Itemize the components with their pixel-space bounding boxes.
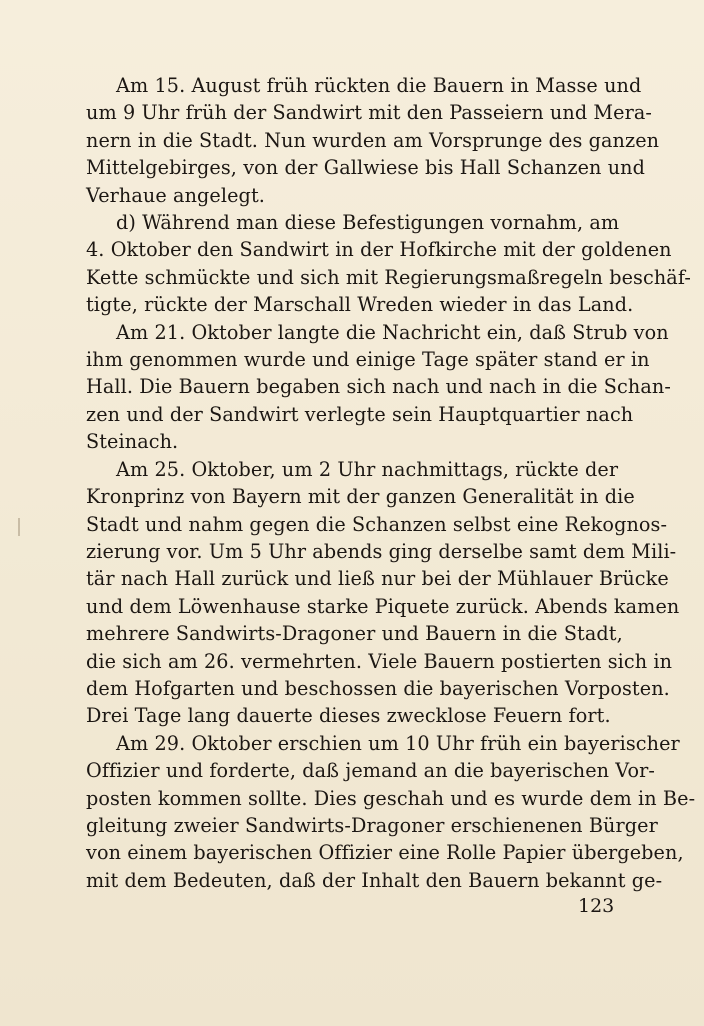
text-line: Steinach. — [86, 430, 179, 454]
text-line: ihm genommen wurde und einige Tage später stand er in — [86, 348, 650, 372]
text-line: um 9 Uhr früh der Sandwirt mit den Passeiern und Mera- — [86, 101, 653, 125]
paragraph-p2 — [86, 209, 691, 319]
paragraph-p5 — [86, 730, 696, 894]
page-edge-mark — [18, 518, 20, 536]
text-line: dem Hofgarten und beschossen die bayerischen Vorposten. — [86, 676, 670, 700]
body-text — [86, 72, 696, 894]
text-line: die sich am 26. vermehrten. Viele Bauern postierten sich in — [86, 649, 673, 673]
text-line: Am 29. Oktober erschien um 10 Uhr früh ein bayerischer — [116, 731, 680, 755]
text-line: 4. Oktober den Sandwirt in der Hofkirche mit der goldenen — [86, 238, 672, 262]
text-line: nern in die Stadt. Nun wurden am Vorsprunge des ganzen — [86, 128, 660, 152]
text-line: Offizier und forderte, daß jemand an die bayerischen Vor- — [86, 759, 656, 783]
text-line: Drei Tage lang dauerte dieses zwecklose Feuern fort. — [86, 704, 611, 728]
text-line: posten kommen sollte. Dies geschah und es wurde dem in Be- — [86, 786, 696, 810]
text-line: Stadt und nahm gegen die Schanzen selbst eine Rekognos- — [86, 512, 668, 536]
paragraph-p3 — [86, 319, 671, 456]
text-line: von einem bayerischen Offizier eine Rolle Papier übergeben, — [86, 841, 684, 865]
text-line: tigte, rückte der Marschall Wreden wieder in das Land. — [86, 293, 634, 317]
text-line: und dem Löwenhause starke Piquete zurück. Abends kamen — [86, 594, 680, 618]
text-line: Hall. Die Bauern begaben sich nach und nach in die Schan- — [86, 375, 671, 399]
text-line: tär nach Hall zurück und ließ nur bei der Mühlauer Brücke — [86, 567, 669, 591]
text-line: mehrere Sandwirts-Dragoner und Bauern in die Stadt, — [86, 622, 623, 646]
text-line: Kronprinz von Bayern mit der ganzen Generalität in die — [86, 485, 635, 509]
text-line: Am 21. Oktober langte die Nachricht ein, daß Strub von — [116, 320, 669, 344]
text-line: d) Während man diese Befestigungen vornahm, am — [116, 211, 620, 235]
text-line: Am 15. August früh rückten die Bauern in Masse und — [116, 74, 642, 97]
paragraph-p1 — [86, 72, 660, 209]
text-line: mit dem Bedeuten, daß der Inhalt den Bauern bekannt ge- — [86, 868, 663, 892]
text-line: Kette schmückte und sich mit Regierungsmaßregeln beschäf- — [86, 265, 691, 289]
paragraph-p4 — [86, 456, 680, 730]
text-line: zen und der Sandwirt verlegte sein Hauptquartier nach — [86, 402, 634, 426]
page-number: 123 — [578, 895, 615, 917]
text-line: Verhaue angelegt. — [86, 183, 265, 207]
text-line: Am 25. Oktober, um 2 Uhr nachmittags, rückte der — [116, 457, 619, 481]
text-line: zierung vor. Um 5 Uhr abends ging derselbe samt dem Mili- — [86, 539, 677, 563]
text-line: Mittelgebirges, von der Gallwiese bis Hall Schanzen und — [86, 156, 645, 180]
text-line: gleitung zweier Sandwirts-Dragoner erschienenen Bürger — [86, 813, 658, 837]
